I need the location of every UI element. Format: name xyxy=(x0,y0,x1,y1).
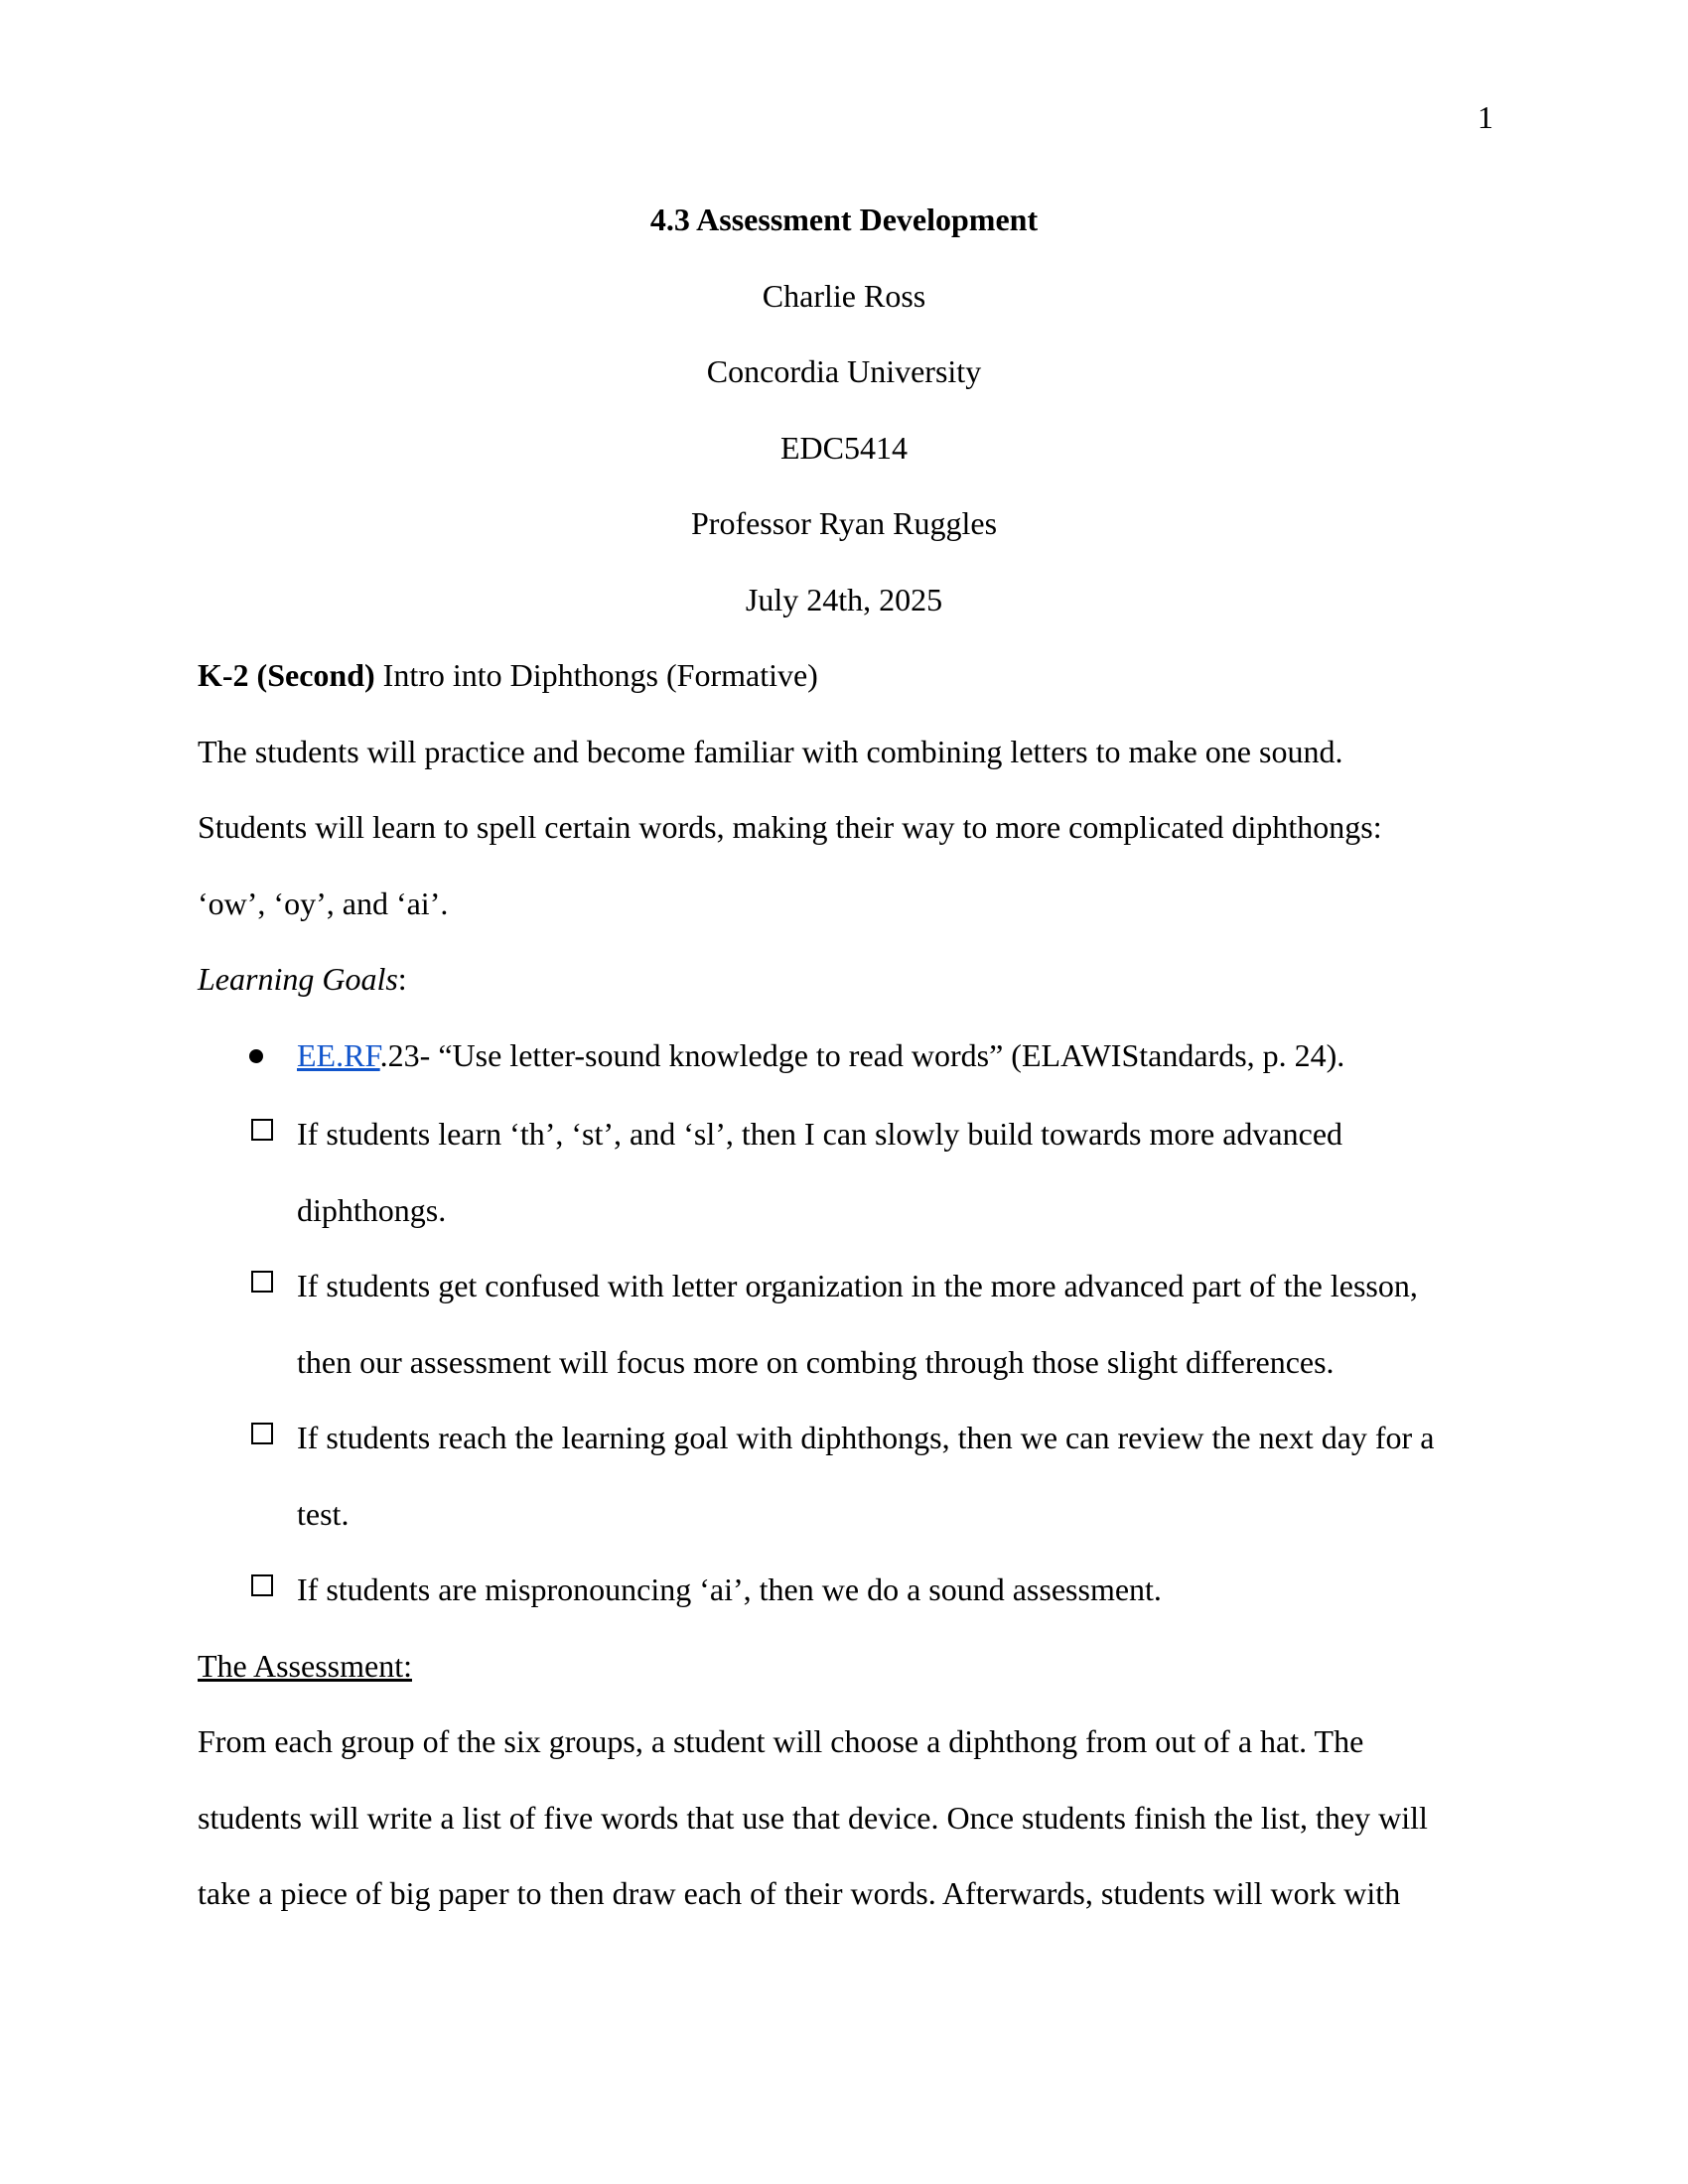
intro-line: ‘ow’, ‘oy’, and ‘ai’. xyxy=(198,885,449,921)
checkbox-icon[interactable] xyxy=(251,1271,273,1293)
instructor: Professor Ryan Ruggles xyxy=(690,505,998,541)
assessment-heading: The Assessment: xyxy=(198,1647,412,1684)
author-name: Charlie Ross xyxy=(762,277,926,314)
standard-link[interactable]: EE.RF xyxy=(297,1036,380,1073)
page-number: 1 xyxy=(1477,99,1493,135)
bullet-icon xyxy=(249,1049,263,1063)
intro-line: The students will practice and become familiar with combining letters to make one sound. xyxy=(198,733,1343,769)
grade-level: K-2 (Second) xyxy=(198,657,375,693)
checklist-item: If students are mispronouncing ‘ai’, then we do a sound assessment. xyxy=(198,1565,1490,1641)
lesson-title: Intro into Diphthongs (Formative) xyxy=(374,657,818,693)
course-code: EDC5414 xyxy=(780,429,908,466)
standard-text: .23- “Use letter-sound knowledge to read words” (ELAWIStandards, p. 24). xyxy=(379,1036,1345,1073)
checkbox-icon[interactable] xyxy=(251,1119,273,1141)
document-body xyxy=(198,195,1490,1945)
learning-goals-label: Learning Goals: xyxy=(198,961,407,997)
checklist-item-continued: then our assessment will focus more on combing through those slight differences. xyxy=(297,1343,1335,1380)
checklist-item: If students reach the learning goal with diphthongs, then we can review the next day for a xyxy=(198,1413,1490,1489)
checkbox-icon[interactable] xyxy=(251,1423,273,1444)
date: July 24th, 2025 xyxy=(745,581,943,617)
intro-line: Students will learn to spell certain words, making their way to more complicated diphthongs: xyxy=(198,809,1382,845)
assessment-line: take a piece of big paper to then draw each of their words. Afterwards, students will work with xyxy=(198,1875,1401,1911)
checklist-item-continued: diphthongs. xyxy=(297,1191,447,1228)
checklist-item: If students get confused with letter organization in the more advanced part of the lesson, xyxy=(198,1261,1490,1337)
checklist-item: If students learn ‘th’, ‘st’, and ‘sl’, then I can slowly build towards more advanced xyxy=(198,1109,1490,1185)
document-title: 4.3 Assessment Development xyxy=(649,202,1039,237)
institution: Concordia University xyxy=(706,353,982,389)
assessment-line: From each group of the six groups, a student will choose a diphthong from out of a hat. The xyxy=(198,1723,1364,1759)
checklist-item-continued: test. xyxy=(297,1495,350,1532)
standard-bullet xyxy=(198,1030,1490,1107)
assessment-line: students will write a list of five words that use that device. Once students finish the list, they will xyxy=(198,1799,1428,1836)
section-heading xyxy=(198,650,1490,727)
checkbox-icon[interactable] xyxy=(251,1574,273,1596)
